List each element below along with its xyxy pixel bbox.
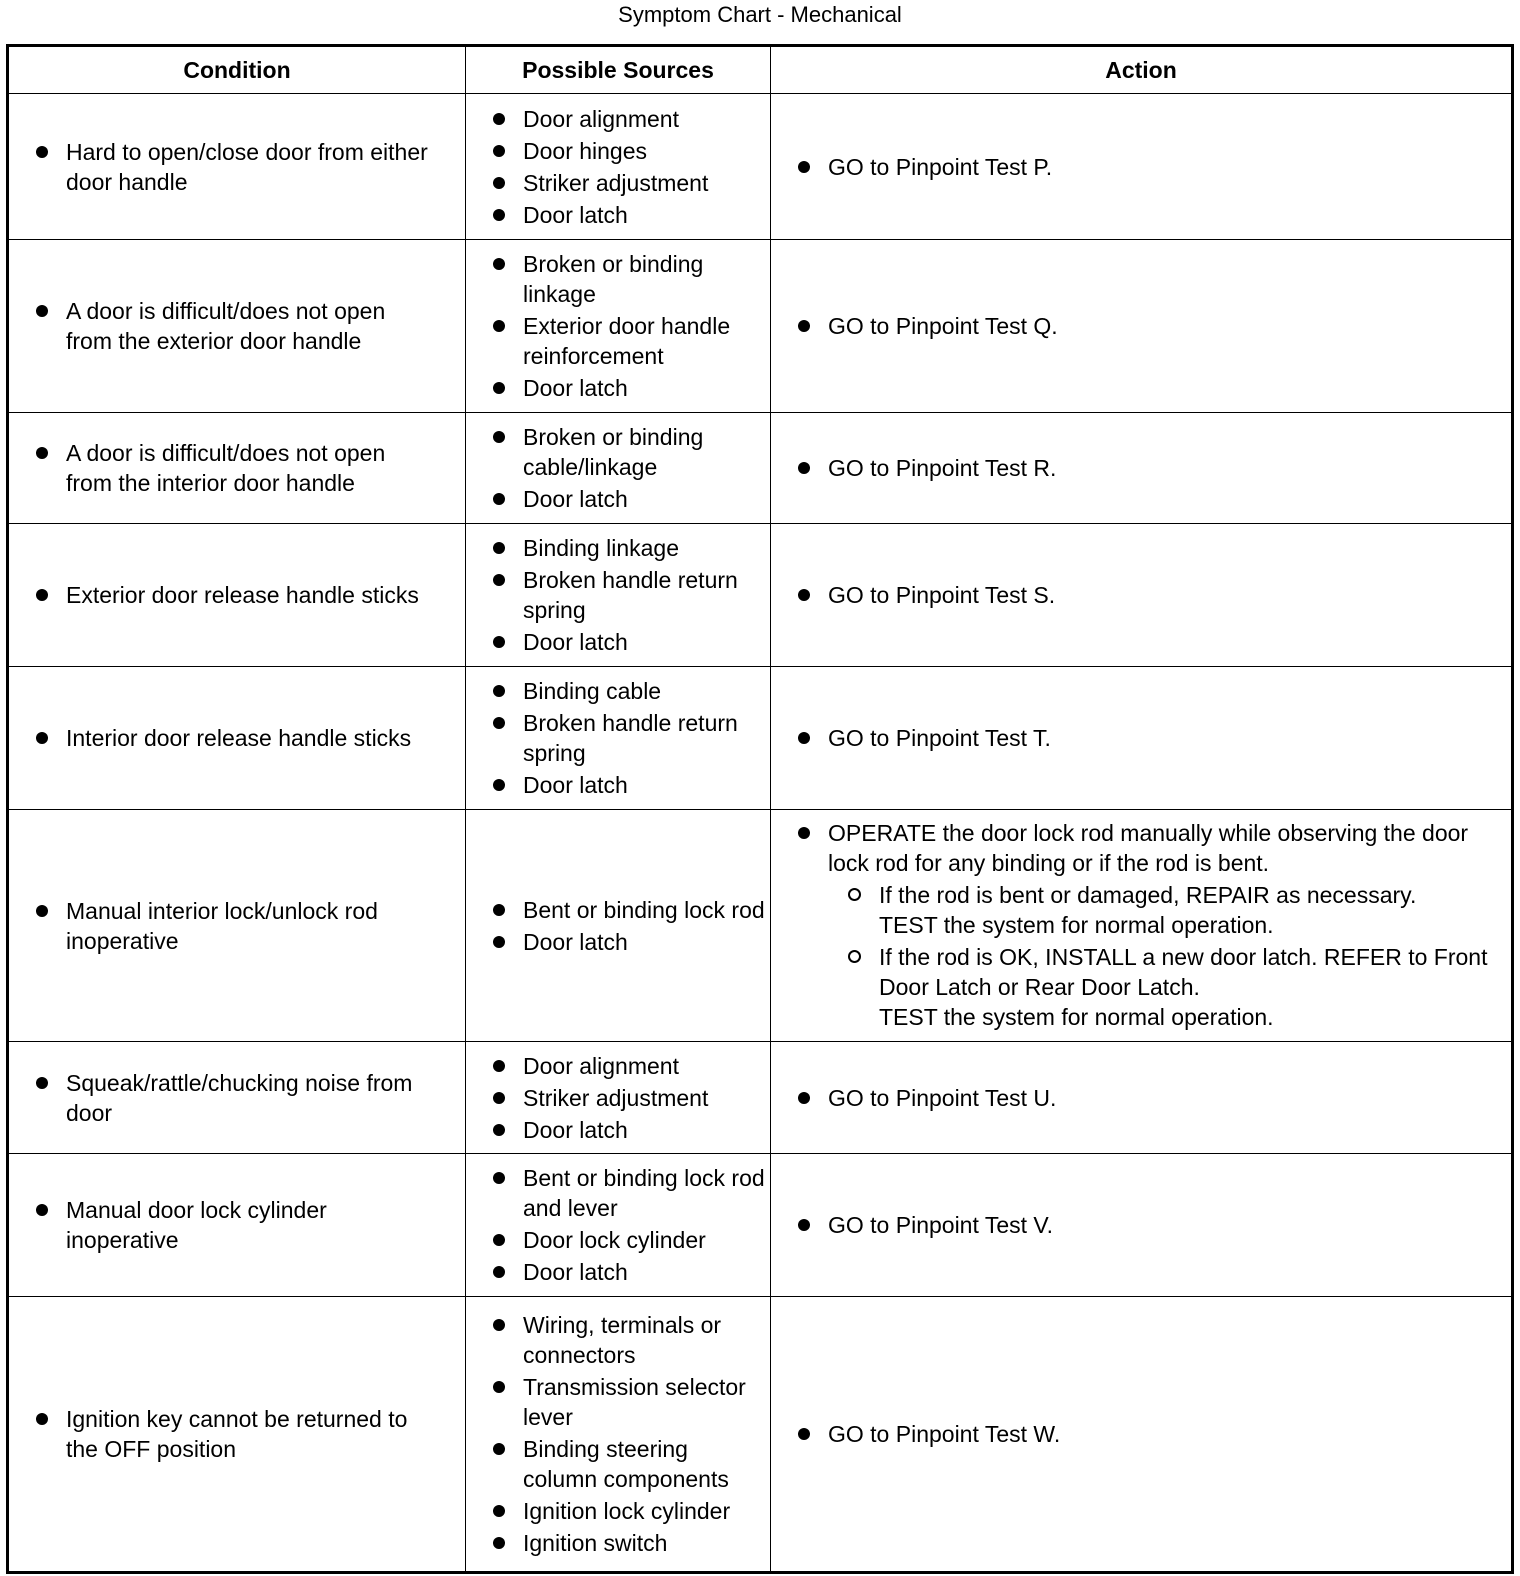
source-item: Door hinges — [466, 136, 770, 166]
source-item: Door alignment — [466, 1051, 770, 1081]
source-item: Exterior door handle reinforcement — [466, 311, 770, 371]
sources-cell — [466, 413, 771, 524]
sources-cell — [466, 1042, 771, 1154]
condition-text: Squeak/rattle/chucking noise from door — [9, 1068, 465, 1128]
condition-text: Manual door lock cylinder inoperative — [9, 1195, 465, 1255]
condition-cell — [8, 1042, 466, 1154]
source-item: Binding cable — [466, 676, 770, 706]
action-cell — [771, 413, 1513, 524]
action-text: GO to Pinpoint Test U. — [771, 1083, 1511, 1113]
source-item: Broken or binding cable/linkage — [466, 422, 770, 482]
source-item: Ignition lock cylinder — [466, 1496, 770, 1526]
condition-text: Hard to open/close door from either door handle — [9, 137, 465, 197]
source-item: Door latch — [466, 200, 770, 230]
condition-cell — [8, 1154, 466, 1297]
action-subitem — [828, 942, 1501, 1032]
action-subitem-test: TEST the system for normal operation. — [879, 911, 1274, 938]
action-text: GO to Pinpoint Test S. — [771, 580, 1511, 610]
condition-text: A door is difficult/does not open from the exterior door handle — [9, 296, 465, 356]
condition-cell — [8, 1297, 466, 1573]
source-item: Binding linkage — [466, 533, 770, 563]
source-item: Door latch — [466, 627, 770, 657]
sources-cell — [466, 810, 771, 1042]
table-row — [8, 94, 1513, 240]
source-item: Bent or binding lock rod — [466, 895, 770, 925]
source-item: Ignition switch — [466, 1528, 770, 1558]
sources-cell — [466, 524, 771, 667]
source-item: Door latch — [466, 373, 770, 403]
action-text: GO to Pinpoint Test W. — [771, 1419, 1511, 1449]
source-item: Transmission selector lever — [466, 1372, 770, 1432]
source-item: Door latch — [466, 927, 770, 957]
symptom-chart-table — [6, 44, 1514, 1574]
condition-cell — [8, 524, 466, 667]
table-row — [8, 1042, 1513, 1154]
source-item: Door alignment — [466, 104, 770, 134]
condition-text: Exterior door release handle sticks — [9, 580, 465, 610]
source-item: Wiring, terminals or connectors — [466, 1310, 770, 1370]
condition-text: Manual interior lock/unlock rod inoperative — [9, 896, 465, 956]
action-text: GO to Pinpoint Test Q. — [771, 311, 1511, 341]
header-action: Action — [771, 46, 1513, 94]
condition-text: Ignition key cannot be returned to the OFF position — [9, 1404, 465, 1464]
action-cell — [771, 1042, 1513, 1154]
condition-cell — [8, 413, 466, 524]
header-condition: Condition — [8, 46, 466, 94]
table-row — [8, 524, 1513, 667]
table-row — [8, 240, 1513, 413]
sources-cell — [466, 667, 771, 810]
header-possible-sources: Possible Sources — [466, 46, 771, 94]
action-subitem-text: If the rod is OK, INSTALL a new door latch. REFER to Front Door Latch or Rear Door Latch. — [879, 943, 1488, 1000]
source-item: Door lock cylinder — [466, 1225, 770, 1255]
source-item: Door latch — [466, 1115, 770, 1145]
action-text: GO to Pinpoint Test P. — [771, 152, 1511, 182]
condition-text: A door is difficult/does not open from the interior door handle — [9, 438, 465, 498]
action-text: GO to Pinpoint Test R. — [771, 453, 1511, 483]
action-cell — [771, 667, 1513, 810]
action-cell — [771, 94, 1513, 240]
source-item: Broken or binding linkage — [466, 249, 770, 309]
source-item: Broken handle return spring — [466, 565, 770, 625]
table-row — [8, 667, 1513, 810]
table-row — [8, 1154, 1513, 1297]
source-item: Binding steering column components — [466, 1434, 770, 1494]
action-item — [771, 818, 1511, 1032]
page-title: Symptom Chart - Mechanical — [618, 2, 902, 27]
source-item: Striker adjustment — [466, 168, 770, 198]
sources-cell — [466, 240, 771, 413]
source-item: Bent or binding lock rod and lever — [466, 1163, 770, 1223]
table-row — [8, 810, 1513, 1042]
header-row — [8, 46, 1513, 94]
condition-cell — [8, 810, 466, 1042]
table-row — [8, 1297, 1513, 1573]
action-cell — [771, 240, 1513, 413]
condition-cell — [8, 240, 466, 413]
condition-cell — [8, 667, 466, 810]
sources-cell — [466, 94, 771, 240]
table-row — [8, 413, 1513, 524]
action-subitem-test: TEST the system for normal operation. — [879, 1003, 1274, 1030]
source-item: Striker adjustment — [466, 1083, 770, 1113]
action-cell — [771, 1154, 1513, 1297]
source-item: Door latch — [466, 484, 770, 514]
action-subitem — [828, 880, 1501, 940]
source-item: Door latch — [466, 770, 770, 800]
condition-cell — [8, 94, 466, 240]
action-text: GO to Pinpoint Test V. — [771, 1210, 1511, 1240]
sources-cell — [466, 1297, 771, 1573]
source-item: Door latch — [466, 1257, 770, 1287]
action-text: OPERATE the door lock rod manually while observing the door lock rod for any binding or if the rod is bent. — [828, 819, 1469, 876]
action-subitem-text: If the rod is bent or damaged, REPAIR as necessary. — [879, 881, 1417, 908]
condition-text: Interior door release handle sticks — [9, 723, 465, 753]
action-cell — [771, 810, 1513, 1042]
source-item: Broken handle return spring — [466, 708, 770, 768]
action-cell — [771, 1297, 1513, 1573]
action-text: GO to Pinpoint Test T. — [771, 723, 1511, 753]
action-cell — [771, 524, 1513, 667]
sources-cell — [466, 1154, 771, 1297]
